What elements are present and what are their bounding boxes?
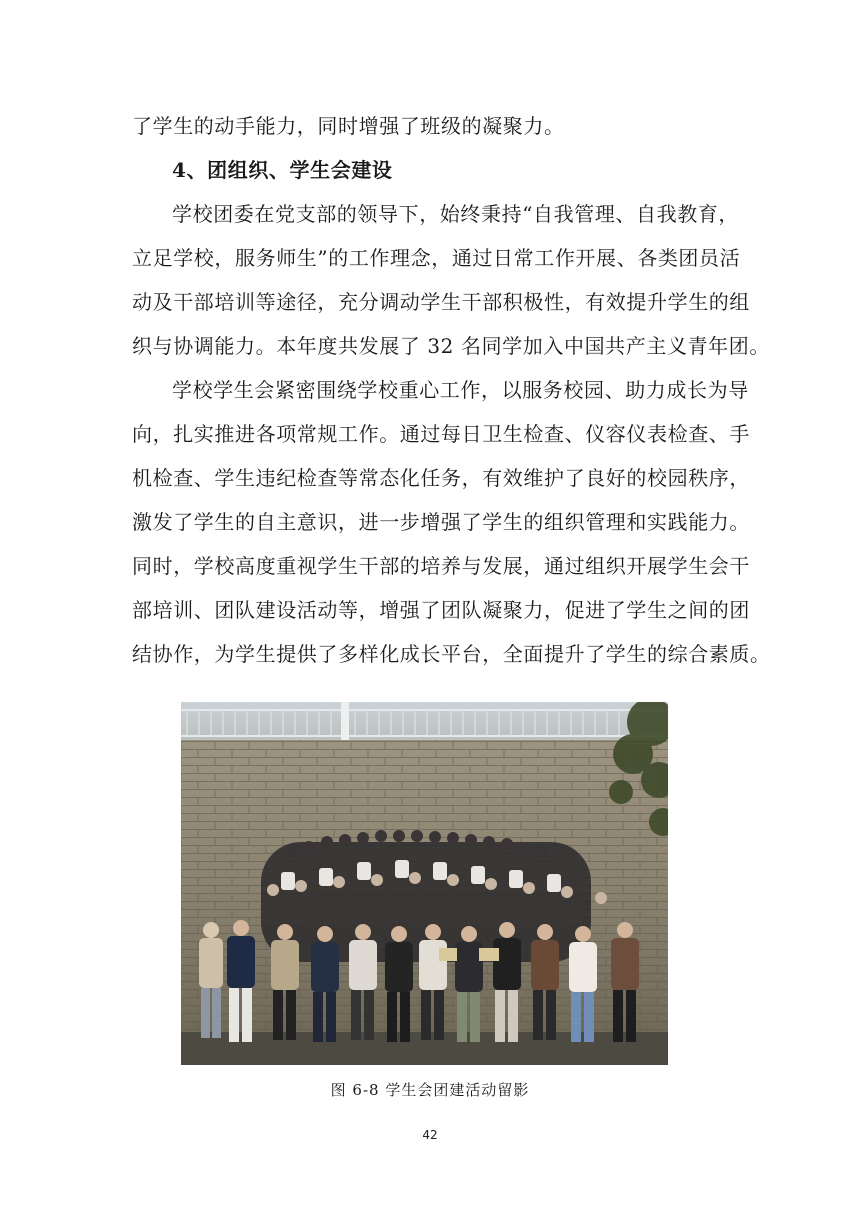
paragraph-1-line-4: 织与协调能力。本年度共发展了 32 名同学加入中国共产主义青年团。	[132, 334, 770, 358]
paragraph-1-line-1: 学校团委在党支部的领导下，始终秉持“自我管理、自我教育，	[172, 202, 740, 226]
page-number: 42	[422, 1128, 438, 1142]
section-heading: 4、团组织、学生会建设	[172, 158, 393, 182]
figure-caption: 图 6-8 学生会团建活动留影	[330, 1081, 530, 1099]
paragraph-2-line-7: 结协作，为学生提供了多样化成长平台，全面提升了学生的综合素质。	[132, 642, 771, 666]
paragraph-2-line-5: 同时，学校高度重视学生干部的培养与发展，通过组织开展学生会干	[132, 554, 750, 578]
paragraph-2-line-6: 部培训、团队建设活动等，增强了团队凝聚力，促进了学生之间的团	[132, 598, 750, 622]
text-line-1: 了学生的动手能力，同时增强了班级的凝聚力。	[132, 114, 565, 138]
paragraph-2-line-4: 激发了学生的自主意识，进一步增强了学生的组织管理和实践能力。	[132, 510, 750, 534]
group-photo	[181, 702, 668, 1065]
paragraph-2-line-1: 学校学生会紧密围绕学校重心工作，以服务校园、助力成长为导	[172, 378, 749, 402]
paragraph-2-line-2: 向，扎实推进各项常规工作。通过每日卫生检查、仪容仪表检查、手	[132, 422, 750, 446]
paragraph-1-line-2: 立足学校，服务师生”的工作理念，通过日常工作开展、各类团员活	[132, 246, 741, 270]
paragraph-2-line-3: 机检查、学生违纪检查等常态化任务，有效维护了良好的校园秩序，	[132, 466, 750, 490]
paragraph-1-line-3: 动及干部培训等途径，充分调动学生干部积极性，有效提升学生的组	[132, 290, 750, 314]
